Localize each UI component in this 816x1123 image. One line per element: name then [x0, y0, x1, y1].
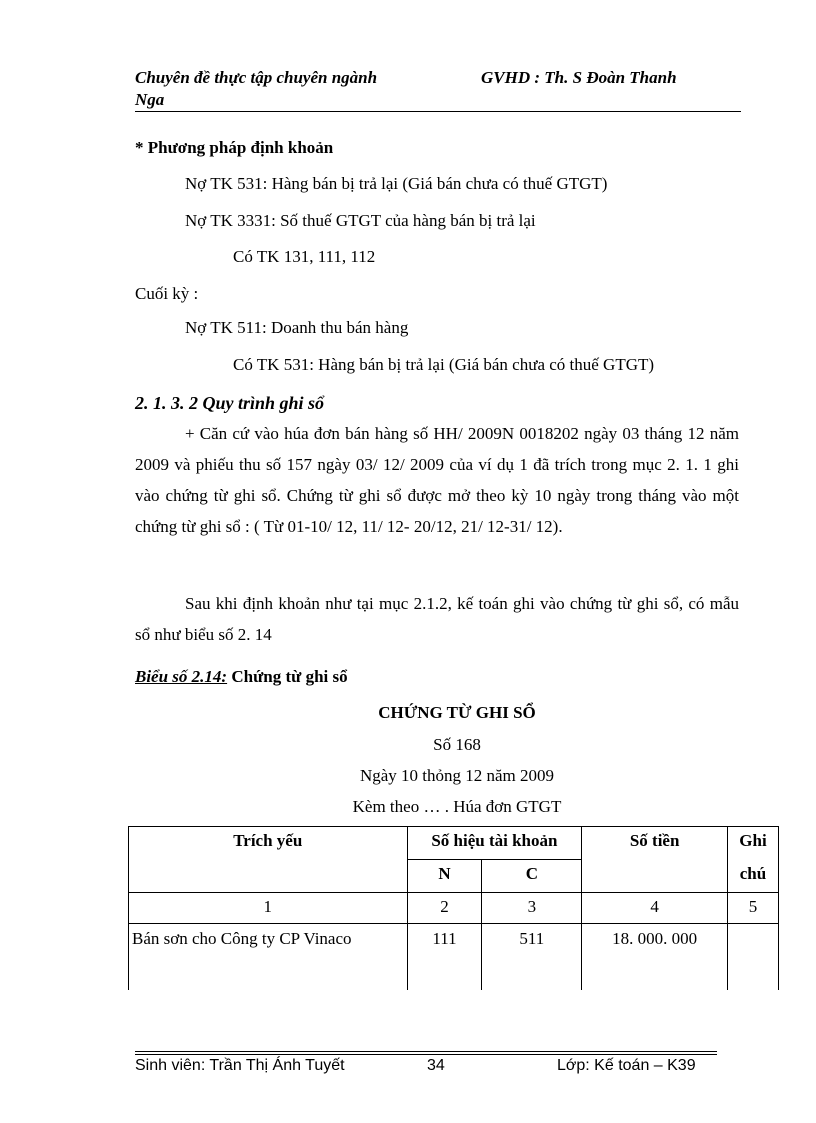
col-summary-header: Trích yếu: [129, 827, 408, 893]
row-summary: Bán sơn cho Công ty CP Vinaco: [129, 924, 408, 990]
col-amount-header: Số tiền: [582, 827, 728, 893]
entry-debit-511: Nợ TK 511: Doanh thu bán hàng: [185, 318, 409, 337]
form-label: [135, 667, 348, 687]
index-cell: 4: [582, 893, 728, 924]
footer-class: Lớp: Kế toán – K39: [557, 1057, 696, 1074]
form-label-number: Biểu số 2.14:: [135, 667, 228, 686]
section-heading: 2. 1. 3. 2 Quy trình ghi sổ: [135, 393, 325, 413]
header-course-title-cont: Nga: [135, 90, 165, 109]
row-credit-account: 511: [482, 924, 582, 990]
footer-page-number: 34: [427, 1057, 445, 1074]
entry-credit-131: Có TK 131, 111, 112: [233, 247, 376, 266]
footer-rule-double: [135, 1054, 717, 1055]
index-cell: 5: [728, 893, 779, 924]
col-debit-header: N: [407, 860, 482, 893]
voucher-title: CHỨNG TỪ GHI SỔ: [378, 703, 536, 722]
table-header-row: [129, 827, 779, 860]
entry-debit-3331: Nợ TK 3331: Số thuế GTGT của hàng bán bị trả lại: [185, 211, 536, 230]
col-note-header: Ghi: [728, 827, 779, 860]
entry-debit-531: Nợ TK 531: Hàng bán bị trả lại (Giá bán chưa có thuế GTGT): [185, 174, 608, 193]
entry-credit-531: Có TK 531: Hàng bán bị trả lại (Giá bán chưa có thuế GTGT): [233, 355, 655, 374]
form-label-title: Chứng từ ghi sổ: [227, 667, 348, 686]
table-index-row: [129, 893, 779, 924]
header-rule: [135, 111, 741, 112]
header-course-title: Chuyên đề thực tập chuyên ngành: [135, 68, 378, 87]
row-debit-account: 111: [407, 924, 482, 990]
footer-rule: [135, 1051, 717, 1052]
period-end-label: Cuối kỳ :: [135, 284, 199, 303]
paragraph-invoice: + Căn cứ vào húa đơn bán hàng số HH/ 2009N 0018202 ngày 03 tháng 12 năm 2009 và phiếu thu số 157 ngày 03/ 12/ 2009 của ví dụ 1 đã trích trong mục 2. 1. 1 ghi vào chứng từ ghi sổ. Chứng từ ghi sổ được mở theo kỳ 10 ngày trong tháng vào một chứng từ ghi sổ : ( Từ 01-10/ 12, 11/ 12- 20/12, 21/ 12-31/ 12).: [135, 424, 739, 536]
paragraph-entry: Sau khi định khoản như tại mục 2.1.2, kế toán ghi vào chứng từ ghi sổ, có mẫu sổ như biểu số 2. 14: [135, 594, 739, 644]
footer-student: Sinh viên: Trần Thị Ánh Tuyết: [135, 1057, 345, 1074]
header-supervisor: GVHD : Th. S Đoàn Thanh: [481, 68, 677, 87]
col-credit-header: C: [482, 860, 582, 893]
table-row: [129, 924, 779, 990]
index-cell: 3: [482, 893, 582, 924]
method-heading: * Phương pháp định khoản: [135, 138, 334, 157]
index-cell: 1: [129, 893, 408, 924]
col-note-header-cont: chú: [728, 860, 779, 893]
row-amount: 18. 000. 000: [582, 924, 728, 990]
row-note: [728, 924, 779, 990]
voucher-date: Ngày 10 thỏng 12 năm 2009: [359, 766, 555, 785]
voucher-number: Số 168: [433, 735, 481, 754]
voucher-table: [128, 826, 779, 990]
index-cell: 2: [407, 893, 482, 924]
voucher-attachment: Kèm theo … . Húa đơn GTGT: [352, 797, 562, 816]
col-account-header: Số hiệu tài khoản: [407, 827, 582, 860]
